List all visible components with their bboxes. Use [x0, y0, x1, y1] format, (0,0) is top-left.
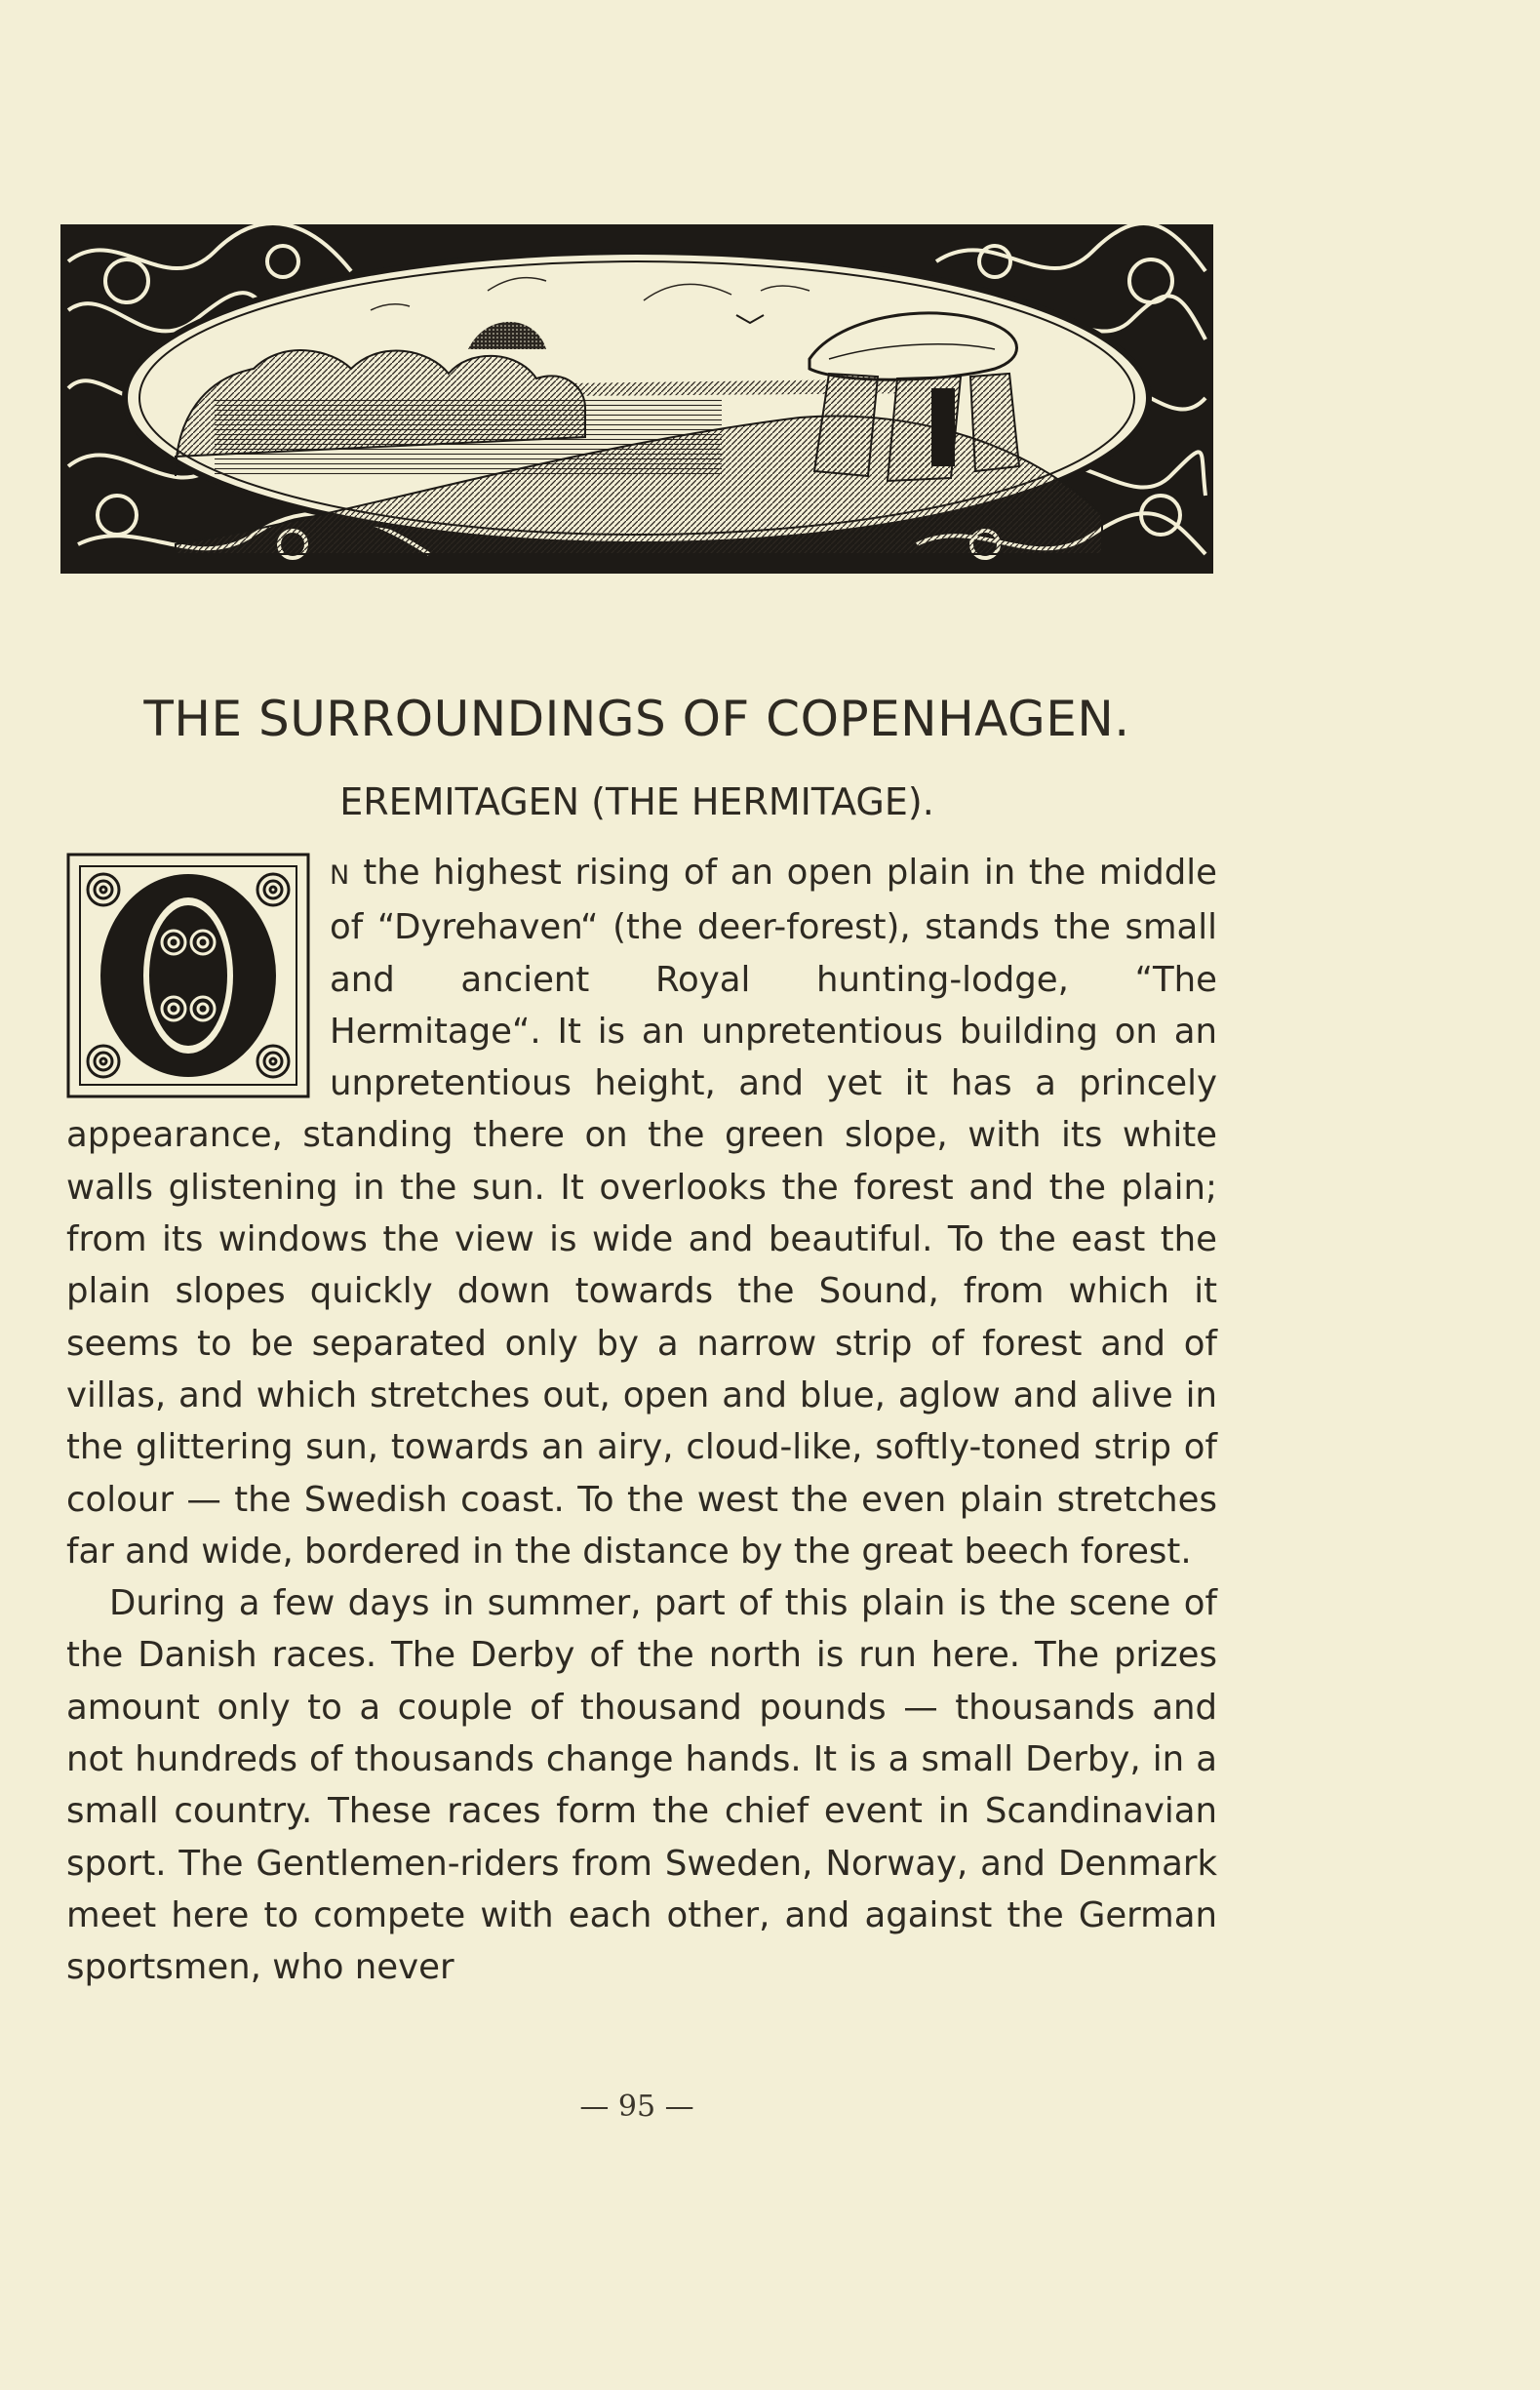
section-subtitle: EREMITAGEN (THE HERMITAGE).	[339, 780, 934, 823]
body-text	[66, 847, 1217, 1994]
paragraph-2: During a few days in summer, part of this plain is the scene of the Danish races. The Derby of the north is run here. The prizes amount only to a couple of thousand pounds — thousands and not hundreds of thousands change hands. It is a small Derby, in a small country. These races form the chief event in Scandinavian sport. The Gentlemen-riders from Sweden, Norway, and Denmark meet here to compete with each other, and against the German sportsmen, who never	[66, 1583, 1217, 1988]
first-word-small-caps: N	[330, 860, 350, 891]
headpiece-illustration	[59, 222, 1215, 576]
page-number: — 95 —	[579, 2090, 694, 2124]
paragraph-1-text: the highest rising of an open plain in the middle of “Dyrehaven“ (the deer-forest), stands the small and ancient Royal hunting-lodge, “The Hermitage“. It is an unpretentious building on an unpretentious height, and yet it has a princely appearance, standing there on the green slope, with its white walls glistening in the sun. It overlooks the forest and the plain; from its windows the view is wide and beautiful. To the east the plain slopes quickly down towards the Sound, from which it seems to be separated only by a narrow strip of forest and of villas, and which stretches out, open and blue, aglow and alive in the glittering sun, towards an airy, cloud-like, softly-toned strip of colour — the Swedish coast. To the west the even plain stretches far and wide, bordered in the distance by the great beech forest.	[66, 853, 1217, 1572]
page-title: THE SURROUNDINGS OF COPENHAGEN.	[143, 691, 1130, 747]
drop-cap-spacer	[66, 847, 330, 1102]
drop-cap-letter: O	[66, 853, 67, 854]
